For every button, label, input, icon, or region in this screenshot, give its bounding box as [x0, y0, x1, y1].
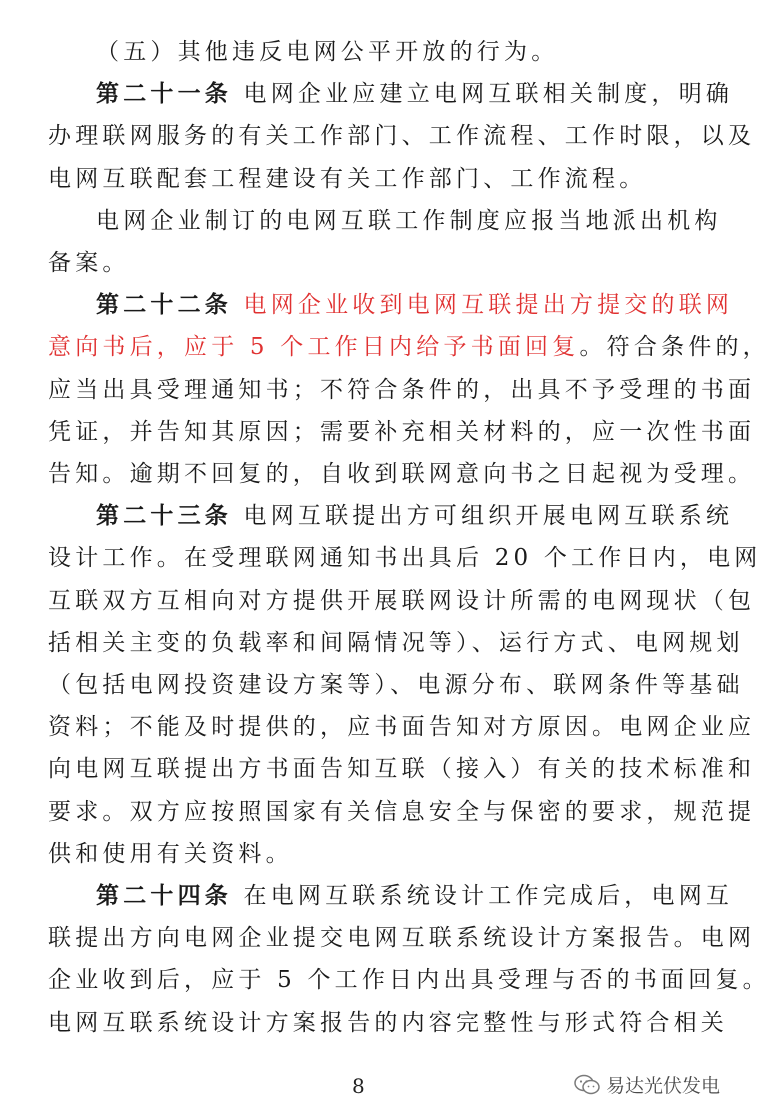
line-text: 。符合条件的， [579, 334, 770, 361]
line-text: 备案。 [48, 250, 130, 276]
highlighted-text: 意向书后，应于 5 个工作日内给予书面回复 [48, 334, 580, 361]
line-text: 互联双方互相向对方提供开展联网设计所需的电网现状（包 [48, 587, 756, 614]
line-text: 电网互联系统设计方案报告的内容完整性与形式符合相关 [48, 1009, 728, 1036]
line-text: 要求。双方应按照国家有关信息安全与保密的要求，规范提 [48, 798, 756, 825]
line-text: 企业收到后，应于 5 个工作日内出具受理与否的书面回复。 [48, 967, 770, 994]
text-line [96, 291, 736, 319]
text-line [48, 755, 756, 783]
line-text: 电网互联提出方可组织开展电网互联系统 [232, 503, 734, 530]
text-line [96, 80, 736, 108]
text-line [48, 966, 770, 994]
text-line [48, 798, 756, 826]
text-line [48, 122, 756, 150]
highlighted-text: 电网企业收到电网互联提出方提交的联网 [232, 292, 734, 319]
line-text: 设计工作。在受理联网通知书出具后 20 个工作日内，电网 [48, 545, 762, 572]
line-text: 办理联网服务的有关工作部门、工作流程、工作时限，以及 [48, 123, 756, 150]
wechat-icon [574, 1074, 600, 1096]
text-line [48, 840, 688, 868]
article-heading: 第二十一条 [96, 80, 232, 108]
text-line [48, 924, 756, 952]
line-text: 资料；不能及时提供的，应书面告知对方原因。电网企业应 [48, 714, 756, 741]
text-line [96, 207, 736, 235]
watermark [574, 1071, 720, 1098]
line-text: （五）其他违反电网公平开放的行为。 [96, 39, 559, 65]
text-line [48, 249, 688, 277]
text-line [48, 713, 756, 741]
text-line [48, 165, 688, 193]
text-line [48, 587, 756, 615]
text-line [96, 882, 736, 910]
text-line [48, 1009, 728, 1037]
text-line [48, 460, 756, 488]
line-text: 电网互联配套工程建设有关工作部门、工作流程。 [48, 165, 647, 192]
article-heading: 第二十二条 [96, 291, 232, 319]
article-heading: 第二十四条 [96, 882, 232, 909]
text-line [96, 38, 736, 66]
line-text: 电网企业应建立电网互联相关制度，明确 [232, 81, 734, 108]
text-line [48, 671, 744, 699]
line-text: 应当出具受理通知书；不符合条件的，出具不予受理的书面 [48, 376, 756, 403]
line-text: 联提出方向电网企业提交电网互联系统设计方案报告。电网 [48, 925, 756, 952]
line-text: （包括电网投资建设方案等）、电源分布、联网条件等基础 [48, 672, 744, 698]
page-number: 8 [352, 1074, 365, 1098]
line-text: 括相关主变的负载率和间隔情况等）、运行方式、电网规划 [48, 629, 744, 656]
article-heading: 第二十三条 [96, 502, 232, 530]
line-text: 在电网互联系统设计工作完成后，电网互 [232, 883, 734, 909]
text-line [48, 629, 744, 657]
text-line [96, 502, 736, 530]
text-line [48, 333, 770, 361]
text-line [48, 544, 762, 572]
line-text: 电网企业制订的电网互联工作制度应报当地派出机构 [96, 207, 722, 234]
text-line [48, 418, 756, 446]
line-text: 向电网互联提出方书面告知互联（接入）有关的技术标准和 [48, 756, 756, 783]
line-text: 供和使用有关资料。 [48, 840, 293, 867]
line-text: 告知。逾期不回复的，自收到联网意向书之日起视为受理。 [48, 461, 756, 487]
watermark-text: 易达光伏发电 [605, 1075, 720, 1097]
text-line [48, 376, 756, 404]
line-text: 凭证，并告知其原因；需要补充相关材料的，应一次性书面 [48, 418, 756, 445]
